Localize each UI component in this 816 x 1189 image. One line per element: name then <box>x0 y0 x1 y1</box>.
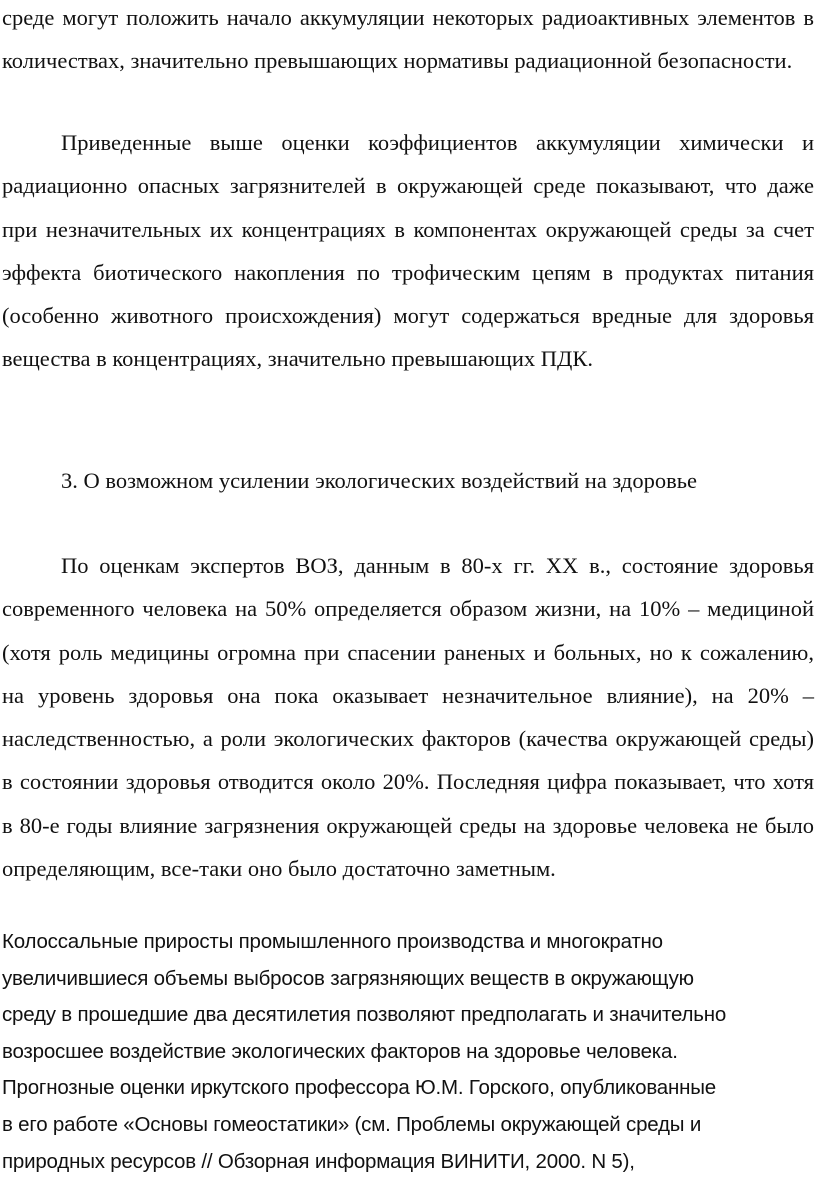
text-line: среду в прошедшие два десятилетия позволяют предполагать и значительно <box>2 1003 727 1027</box>
text-line: Колоссальные приросты промышленного производства и многократно <box>2 930 663 953</box>
section-heading: 3. О возможном усилении экологических воздействий на здоровье <box>61 468 697 493</box>
text-line: в его работе «Основы гомеостатики» (см. Проблемы окружающей среды и <box>2 1112 702 1136</box>
text-line: Прогнозные оценки иркутского профессора Ю.М. Горского, опубликованные <box>2 1076 716 1100</box>
text-line: природных ресурсов // Обзорная информация ВИНИТИ, 2000. N 5), <box>2 1149 635 1173</box>
paragraph-who-estimates: По оценкам экспертов ВОЗ, данным в 80-х гг. XX в., состояние здоровья современного человека на 50% определяется образом жизни, на 10% – медициной (хотя роль медицины огромна при спасении раненых и больных, но к сожалению, на уровень здоровья она пока оказывает незначительное влияние), на 20% – наследственностью, а роли экологических факторов (качества окружающей среды) в состоянии здоровья отводится около 20%. Последняя цифра показывает, что хотя в 80-е годы влияние загрязнения окружающей среды на здоровье человека не было определяющим, все-таки оно было достаточно заметным. <box>2 553 814 882</box>
paragraph-industrial-growth <box>2 924 814 1180</box>
text-line: возросшее воздействие экологических факторов на здоровье человека. <box>2 1039 678 1063</box>
paragraph-accumulation-estimates: Приведенные выше оценки коэффициентов аккумуляции химически и радиационно опасных загрязнителей в окружающей среде показывают, что даже при незначительных их концентрациях в компонентах окружающей среды за счет эффекта биотического накопления по трофическим цепям в продуктах питания (особенно животного происхождения) могут содержаться вредные для здоровья вещества в концентрациях, значительно превышающих ПДК. <box>2 130 814 372</box>
text-line: увеличившиеся объемы выбросов загрязняющих веществ в окружающую <box>2 966 694 990</box>
paragraph-continuation: среде могут положить начало аккумуляции некоторых радиоактивных элементов в количествах, значительно превышающих нормативы радиационной безопасности. <box>2 5 814 74</box>
